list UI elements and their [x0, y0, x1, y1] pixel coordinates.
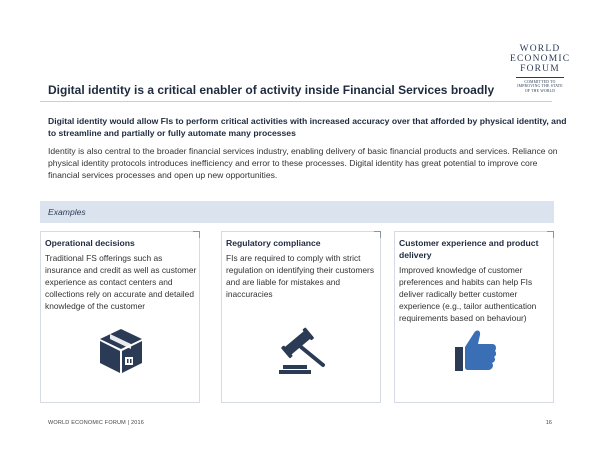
logo-line-economic: ECONOMIC: [510, 54, 571, 64]
card-heading: Regulatory compliance: [226, 238, 321, 248]
card-customer-experience: [394, 231, 554, 403]
logo-tagline-1: COMMITTED TO: [524, 80, 556, 84]
examples-band: Examples: [40, 201, 554, 223]
body-paragraph: Identity is also central to the broader financial services industry, enabling delivery of basic financial products and services. Reliance on physical identity protocols introduces inefficiency and error to these processes. Digital identity has great potential to improve core financial services processes and open up new opportunities.: [48, 146, 558, 180]
wef-logo: [510, 44, 570, 93]
page-title: Digital identity is a critical enabler of activity inside Financial Services broadly: [48, 83, 495, 97]
card-text: Traditional FS offerings such as insurance and credit as well as customer experience as contact centers and collections rely on accurate and detailed knowledge of the customer: [45, 253, 197, 311]
card-operational-decisions: [40, 231, 200, 403]
card-heading: Operational decisions: [45, 238, 135, 248]
logo-line-forum: FORUM: [520, 64, 560, 74]
logo-line-world: WORLD: [519, 44, 561, 54]
thumbs-up-icon: [450, 325, 500, 375]
card-regulatory-compliance: [221, 231, 381, 403]
card-text: FIs are required to comply with strict regulation on identifying their customers and are liable for mistakes and inaccuracies: [226, 253, 375, 299]
page-number: 16: [545, 420, 552, 426]
title-divider: [40, 101, 552, 102]
footer-source: WORLD ECONOMIC FORUM | 2016: [48, 420, 145, 426]
package-box-icon: [96, 325, 146, 375]
card-text: Improved knowledge of customer preferences and habits can help FIs deliver radically better customer experience (e.g., tailor authentication requirements based on behaviour): [399, 265, 537, 323]
card-heading: Customer experience and product delivery: [399, 238, 539, 260]
key-message: Digital identity would allow FIs to perform critical activities with increased accuracy over that afforded by physical identity, and to streamline and partially or fully automate many processes: [48, 116, 567, 138]
gavel-icon: [277, 325, 327, 375]
logo-rule: [516, 77, 564, 78]
logo-tagline-3: OF THE WORLD: [524, 88, 556, 93]
logo-tagline-2: IMPROVING THE STATE: [517, 84, 563, 89]
